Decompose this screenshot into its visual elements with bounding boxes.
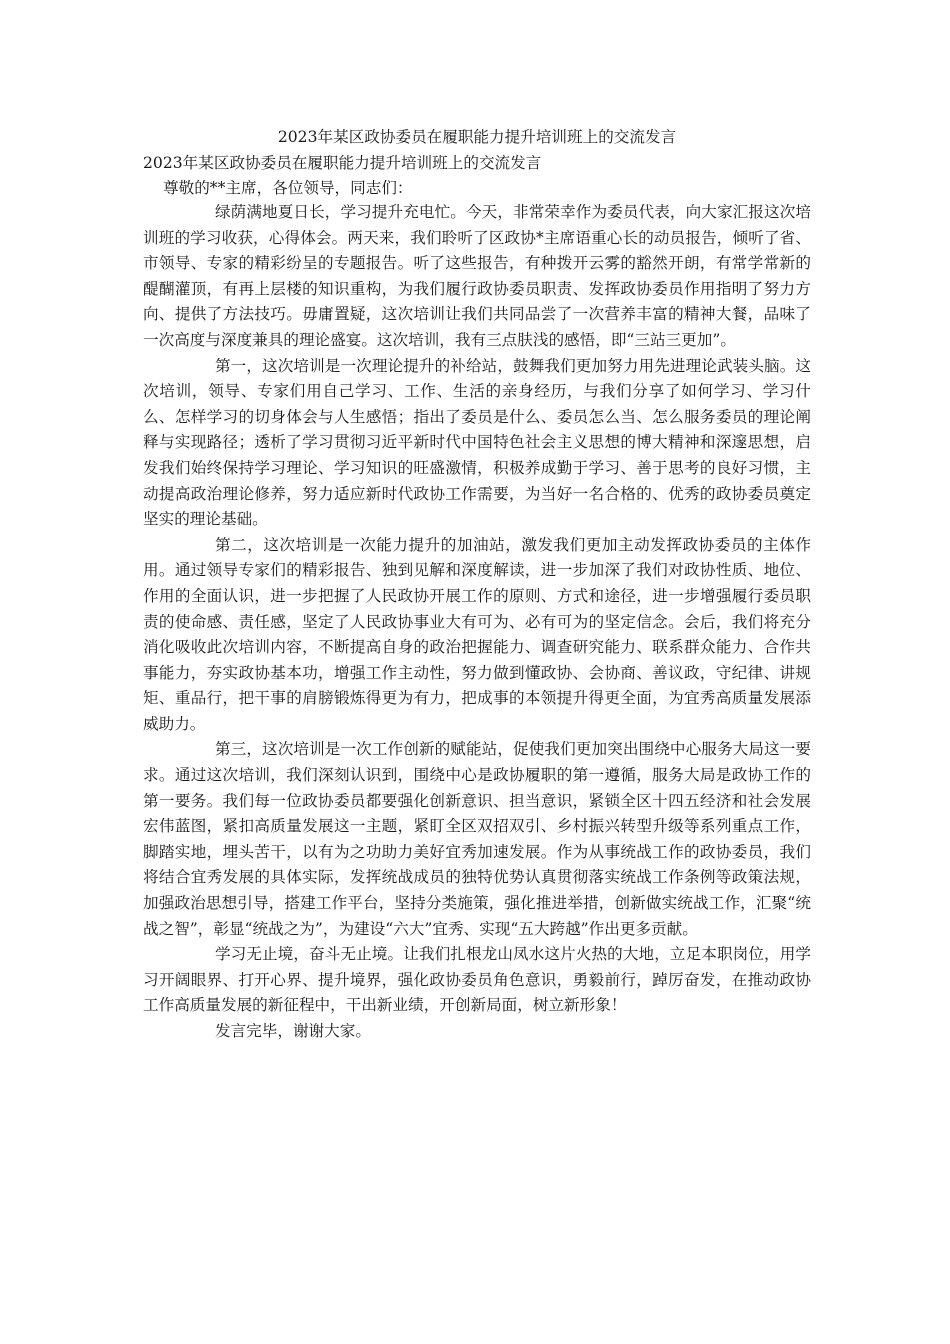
paragraph-point-two: 第二，这次培训是一次能力提升的加油站，激发我们更加主动发挥政协委员的主体作用。通过领导专家们的精彩报告、独到见解和深度解读，进一步加深了我们对政协性质、地位、作用的全面认识，进一步把握了人民政协开展工作的原则、方式和途径，进一步增强履行委员职责的使命感、责任感，坚定了人民政协事业大有可为、必有可为的坚定信念。会后，我们将充分消化吸收此次培训内容，不断提高自身的政治把握能力、调查研究能力、联系群众能力、合作共事能力，夯实政协基本功，增强工作主动性，努力做到懂政协、会协商、善议政，守纪律、讲规矩、重品行，把干事的肩膀锻炼得更为有力，把成事的本领提升得更全面，为宜秀高质量发展添威助力。 [143,535,811,733]
paragraph-closing: 发言完毕，谢谢大家。 [215,1022,371,1040]
salutation: 尊敬的**主席，各位领导，同志们： [163,179,413,197]
paragraph-point-three: 第三，这次培训是一次工作创新的赋能站，促使我们更加突出围绕中心服务大局这一要求。通过这次培训，我们深刻认识到，围绕中心是政协履职的第一遵循，服务大局是政协工作的第一要务。我们每一位政协委员都要强化创新意识、担当意识，紧锁全区十四五经济和社会发展宏伟蓝图，紧扣高质量发展这一主题，紧盯全区双招双引、乡村振兴转型升级等系列重点工作，脚踏实地，埋头苦干，以有为之功助力美好宜秀加速发展。作为从事统战工作的政协委员，我们将结合宜秀发展的具体实际，发挥统战成员的独特优势认真贯彻落实统战工作条例等政策法规，加强政治思想引导，搭建工作平台，坚持分类施策，强化推进举措，创新做实统战工作，汇聚“统战之智”，彰显“统战之为”，为建设“六大”宜秀、实现“五大跨越”作出更多贡献。 [143,740,811,938]
document-page [143,124,811,1045]
paragraph-conclusion: 学习无止境，奋斗无止境。让我们扎根龙山凤水这片火热的大地，立足本职岗位，用学习开阔眼界、打开心界、提升境界，强化政协委员角色意识，勇毅前行，踔厉奋发，在推动政协工作高质量发展的新征程中，干出新业绩，开创新局面，树立新形象！ [143,945,811,1015]
document-title-centered: 2023年某区政协委员在履职能力提升培训班上的交流发言 [277,128,677,146]
paragraph-intro: 绿荫满地夏日长，学习提升充电忙。今天，非常荣幸作为委员代表，向大家汇报这次培训班的学习收获，心得体会。两天来，我们聆听了区政协*主席语重心长的动员报告，倾听了省、市领导、专家的精彩纷呈的专题报告。听了这些报告，有种拨开云雾的豁然开朗，有常学常新的醍醐灌顶，有再上层楼的知识重构，为我们履行政协委员职责、发挥政协委员作用指明了努力方向、提供了方法技巧。毋庸置疑，这次培训让我们共同品尝了一次营养丰富的精神大餐，品味了一次高度与深度兼具的理论盛宴。这次培训，我有三点肤浅的感悟，即“三站三更加”。 [143,203,811,349]
paragraph-point-one: 第一，这次培训是一次理论提升的补给站，鼓舞我们更加努力用先进理论武装头脑。这次培训，领导、专家们用自己学习、工作、生活的亲身经历，与我们分享了如何学习、学习什么、怎样学习的切身体会与人生感悟；指出了委员是什么、委员怎么当、怎么服务委员的理论阐释与实现路径；透析了学习贯彻习近平新时代中国特色社会主义思想的博大精神和深邃思想，启发我们始终保持学习理论、学习知识的旺盛激情，积极养成勤于学习、善于思考的良好习惯，主动提高政治理论修养，努力适应新时代政协工作需要，为当好一名合格的、优秀的政协委员奠定坚实的理论基础。 [143,356,811,529]
document-title: 2023年某区政协委员在履职能力提升培训班上的交流发言 [143,154,542,172]
